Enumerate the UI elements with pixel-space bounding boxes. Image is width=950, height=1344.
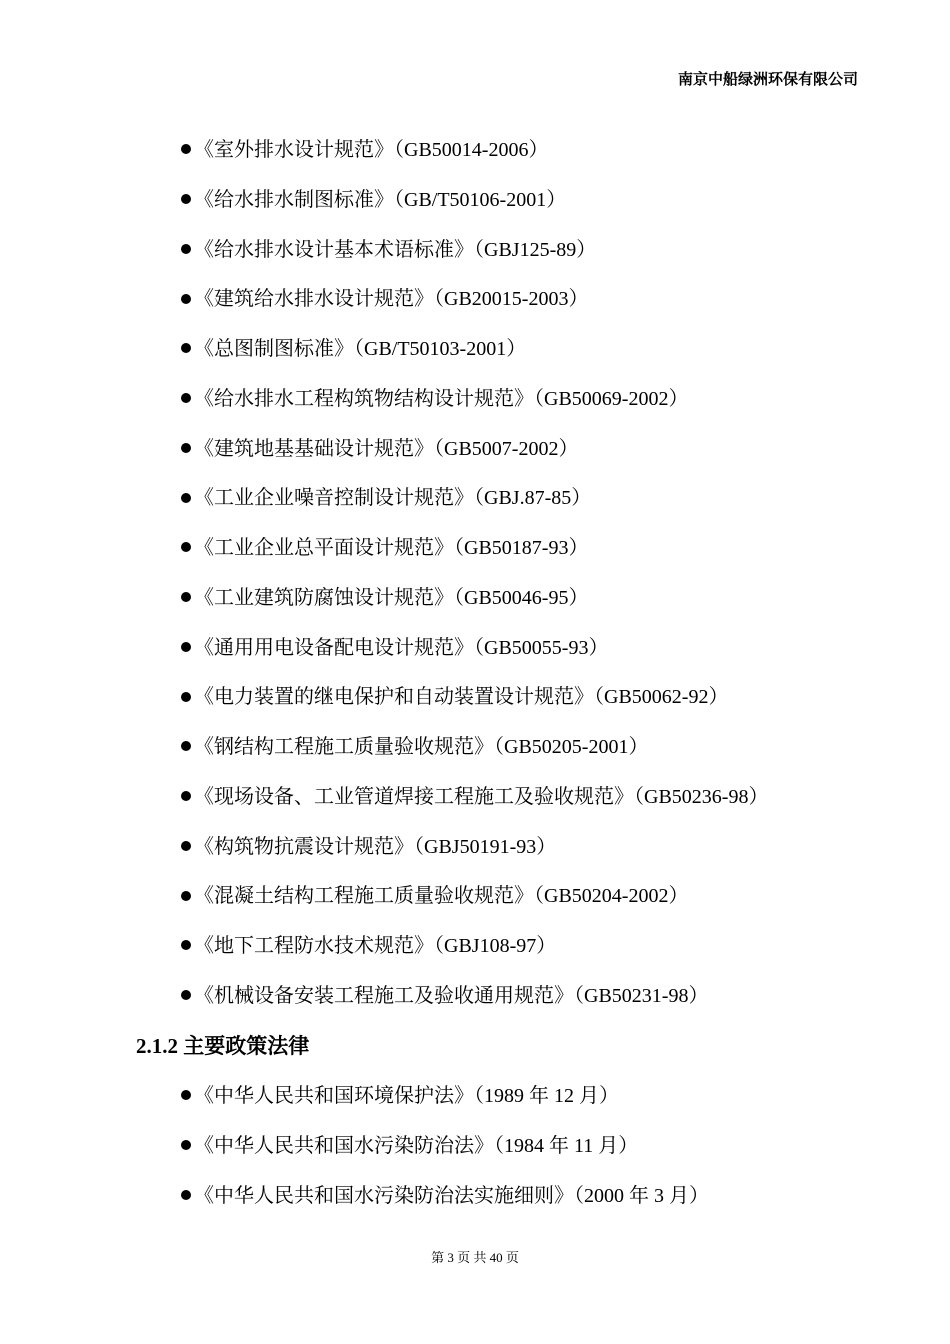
list-item: 《构筑物抗震设计规范》（GBJ50191-93） [181,823,768,873]
page-footer: 第 3 页 共 40 页 [431,1250,519,1265]
bullet-icon [181,1140,191,1150]
standards-list [181,126,768,1022]
list-item: 《总图制图标准》（GB/T50103-2001） [181,325,768,375]
list-item: 《地下工程防水技术规范》（GBJ108-97） [181,922,768,972]
list-item: 《工业企业噪音控制设计规范》（GBJ.87-85） [181,474,768,524]
list-item: 《现场设备、工业管道焊接工程施工及验收规范》（GB50236-98） [181,773,768,823]
bullet-icon [181,791,191,801]
section-heading: 2.1.2 主要政策法律 [136,1034,310,1058]
bullet-icon [181,1090,191,1100]
list-item: 《中华人民共和国水污染防治法实施细则》（2000 年 3 月） [181,1172,709,1222]
bullet-icon [181,841,191,851]
list-item: 《给水排水制图标准》（GB/T50106-2001） [181,176,768,226]
bullet-icon [181,741,191,751]
list-item: 《工业企业总平面设计规范》（GB50187-93） [181,524,768,574]
bullet-icon [181,443,191,453]
laws-list [181,1072,709,1221]
list-item: 《中华人民共和国水污染防治法》（1984 年 11 月） [181,1122,709,1172]
list-item: 《给水排水设计基本术语标准》（GBJ125-89） [181,226,768,276]
bullet-icon [181,343,191,353]
list-item: 《建筑地基基础设计规范》（GB5007-2002） [181,425,768,475]
bullet-icon [181,194,191,204]
bullet-icon [181,891,191,901]
list-item: 《建筑给水排水设计规范》（GB20015-2003） [181,275,768,325]
list-item: 《给水排水工程构筑物结构设计规范》（GB50069-2002） [181,375,768,425]
bullet-icon [181,592,191,602]
page-header-company: 南京中船绿洲环保有限公司 [677,72,858,88]
list-item: 《钢结构工程施工质量验收规范》（GB50205-2001） [181,723,768,773]
bullet-icon [181,493,191,503]
list-item: 《工业建筑防腐蚀设计规范》（GB50046-95） [181,574,768,624]
bullet-icon [181,940,191,950]
list-item: 《室外排水设计规范》（GB50014-2006） [181,126,768,176]
list-item: 《中华人民共和国环境保护法》（1989 年 12 月） [181,1072,709,1122]
list-item: 《电力装置的继电保护和自动装置设计规范》（GB50062-92） [181,673,768,723]
bullet-icon [181,144,191,154]
bullet-icon [181,294,191,304]
bullet-icon [181,990,191,1000]
bullet-icon [181,1190,191,1200]
list-item: 《混凝土结构工程施工质量验收规范》（GB50204-2002） [181,872,768,922]
bullet-icon [181,642,191,652]
bullet-icon [181,393,191,403]
bullet-icon [181,542,191,552]
bullet-icon [181,244,191,254]
list-item: 《通用用电设备配电设计规范》（GB50055-93） [181,624,768,674]
bullet-icon [181,692,191,702]
list-item: 《机械设备安装工程施工及验收通用规范》（GB50231-98） [181,972,768,1022]
